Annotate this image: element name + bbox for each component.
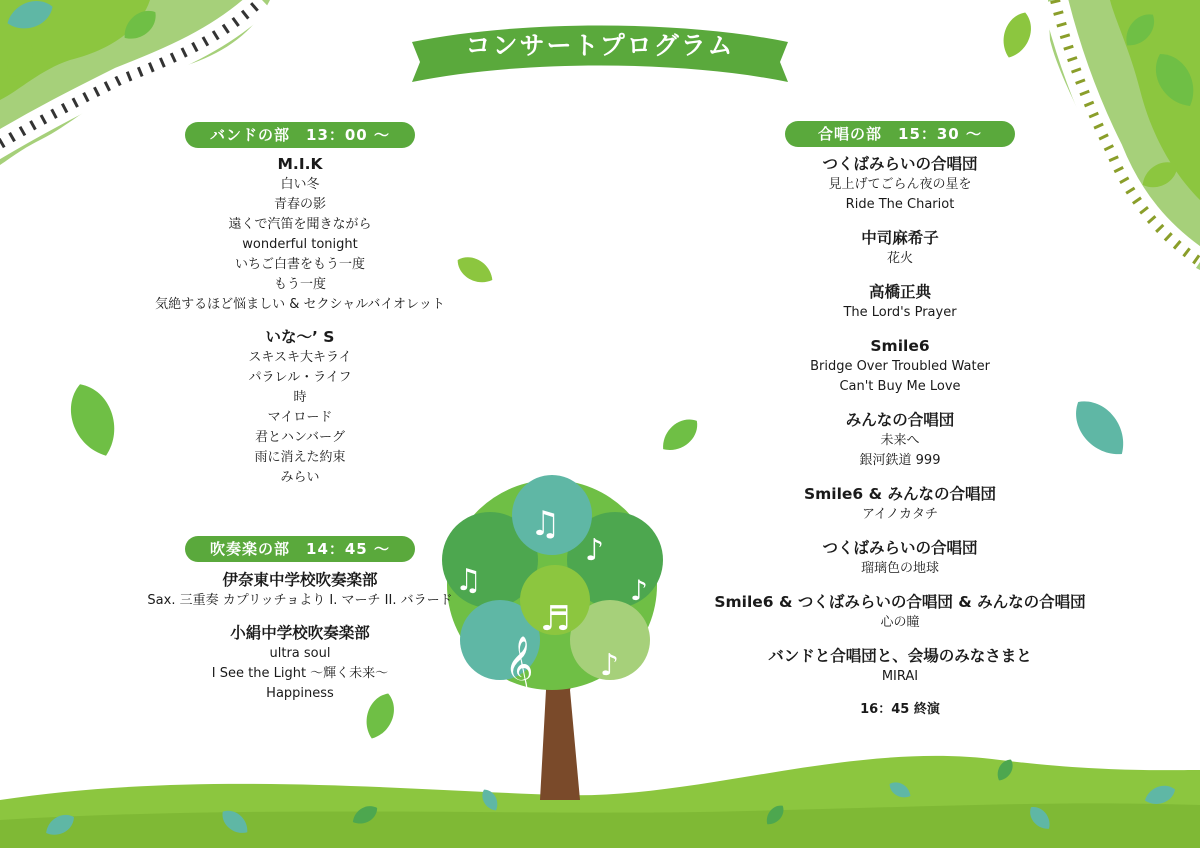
- performer-name: みんなの合唱団: [845, 411, 955, 429]
- song-title: 雨に消えた約束: [254, 450, 346, 465]
- performer-name: Smile6 & つくばみらいの合唱団 & みんなの合唱団: [714, 593, 1086, 611]
- band-program: [100, 154, 500, 498]
- song-title: 未来へ: [880, 433, 920, 448]
- song-title: 花火: [886, 251, 913, 266]
- song-title: I See the Light 〜輝く未来〜: [211, 666, 389, 681]
- section-header-brass: 吹奏楽の部 14：45 〜: [185, 536, 415, 562]
- song-title: 見上げてごらん夜の星を: [828, 177, 972, 192]
- section-header-chorus: 合唱の部 15：30 〜: [785, 121, 1015, 147]
- song-title: The Lord's Prayer: [843, 305, 957, 320]
- song-title: 白い冬: [280, 177, 320, 192]
- song-title: アイノカタチ: [862, 507, 938, 522]
- performer-group: [680, 592, 1120, 633]
- performer-group: [680, 410, 1120, 471]
- performer-group: [100, 327, 500, 488]
- performer-group: [680, 646, 1120, 687]
- performer-group: [100, 154, 500, 315]
- performer-name: いな〜’ S: [265, 328, 335, 346]
- performer-name: 小絹中学校吹奏楽部: [230, 624, 370, 642]
- section-header-band: バンドの部 13：00 〜: [185, 122, 415, 148]
- performer-name: つくばみらいの合唱団: [822, 155, 978, 173]
- svg-text:𝄞: 𝄞: [505, 636, 534, 692]
- svg-text:♪: ♪: [585, 533, 605, 568]
- song-title: 遠くで汽笛を聞きながら: [228, 217, 372, 232]
- svg-text:♪: ♪: [600, 648, 620, 683]
- song-title: 銀河鉄道 999: [859, 453, 941, 468]
- performer-group: [680, 228, 1120, 269]
- performer-name: 高橋正典: [868, 283, 931, 301]
- performer-name: 伊奈東中学校吹奏楽部: [222, 571, 378, 589]
- song-title: マイロード: [267, 410, 333, 425]
- performer-name: つくばみらいの合唱団: [822, 539, 978, 557]
- song-title: みらい: [280, 470, 320, 485]
- song-title: 君とハンバーグ: [254, 430, 346, 445]
- song-title: 時: [293, 390, 307, 405]
- performer-group: [680, 484, 1120, 525]
- svg-text:♫: ♫: [455, 563, 482, 598]
- chorus-program: [680, 154, 1120, 720]
- song-title: ultra soul: [269, 646, 331, 661]
- song-title: 瑠璃色の地球: [860, 561, 939, 576]
- song-title: wonderful tonight: [242, 237, 358, 252]
- performer-name: 中司麻希子: [861, 229, 939, 247]
- performer-name: M.I.K: [277, 155, 323, 173]
- song-title: MIRAI: [881, 669, 919, 684]
- brass-program: [100, 570, 500, 714]
- performer-group: [680, 154, 1120, 215]
- song-title: 気絶するほど悩ましい & セクシャルバイオレット: [155, 297, 445, 312]
- song-title: 心の瞳: [880, 615, 920, 630]
- song-title: パラレル・ライフ: [248, 370, 352, 385]
- song-title: いちご白書をもう一度: [234, 257, 365, 272]
- song-title: Bridge Over Troubled Water: [810, 359, 990, 374]
- page-title: コンサートプログラム: [465, 31, 735, 60]
- performer-group: [100, 570, 500, 611]
- performer-group: [680, 336, 1120, 397]
- song-title: Ride The Chariot: [845, 197, 955, 212]
- closing-time: 16：45 終演: [860, 702, 940, 717]
- song-title: スキスキ大キライ: [248, 350, 352, 365]
- performer-group: [680, 282, 1120, 323]
- song-title: Sax. 三重奏 カプリッチョより I. マーチ II. バラード: [147, 593, 453, 608]
- performer-group: [100, 623, 500, 704]
- performer-group: [680, 538, 1120, 579]
- performer-name: バンドと合唱団と、会場のみなさまと: [768, 647, 1032, 665]
- song-title: Can't Buy Me Love: [839, 379, 961, 394]
- svg-text:♪: ♪: [630, 574, 648, 607]
- performer-name: Smile6 & みんなの合唱団: [803, 485, 997, 503]
- song-title: 青春の影: [273, 197, 326, 212]
- performer-name: Smile6: [870, 337, 930, 355]
- svg-text:♬: ♬: [540, 599, 571, 639]
- song-title: Happiness: [266, 686, 334, 701]
- svg-text:♫: ♫: [530, 504, 561, 544]
- song-title: もう一度: [273, 277, 326, 292]
